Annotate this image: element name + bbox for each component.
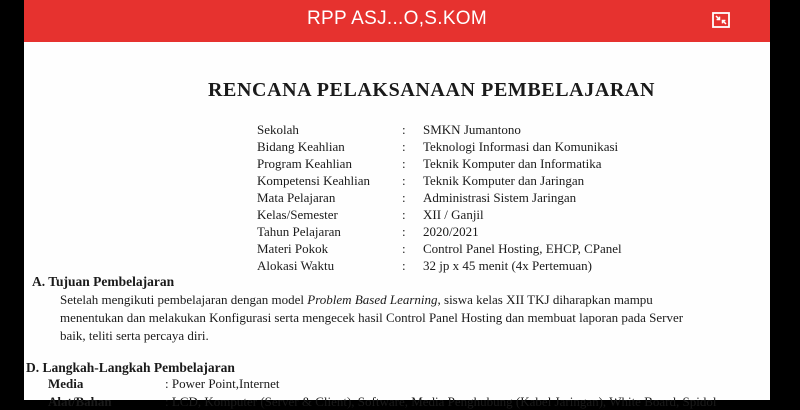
document-view[interactable] bbox=[24, 42, 770, 409]
info-colon: : bbox=[402, 241, 406, 256]
tools-label: Alat/Bahan bbox=[48, 394, 112, 409]
info-row-field bbox=[257, 139, 770, 156]
section-a-line-1 bbox=[60, 292, 653, 308]
info-row-year bbox=[257, 224, 770, 241]
info-colon: : bbox=[402, 207, 406, 222]
info-row-subject bbox=[257, 190, 770, 207]
info-value: Administrasi Sistem Jaringan bbox=[423, 190, 577, 205]
info-value: Teknik Komputer dan Informatika bbox=[423, 156, 602, 171]
info-value: Control Panel Hosting, EHCP, CPanel bbox=[423, 241, 622, 256]
info-label: Bidang Keahlian bbox=[257, 139, 345, 154]
media-label: Media bbox=[48, 376, 84, 391]
info-value: SMKN Jumantono bbox=[423, 122, 521, 137]
fullscreen-exit-icon[interactable] bbox=[712, 12, 730, 28]
info-row-program bbox=[257, 156, 770, 173]
info-colon: : bbox=[402, 122, 406, 137]
text-span: Setelah mengikuti pembelajaran dengan model bbox=[60, 292, 308, 307]
info-value: 32 jp x 45 menit (4x Pertemuan) bbox=[423, 258, 592, 273]
info-label: Sekolah bbox=[257, 122, 299, 137]
info-label: Kelas/Semester bbox=[257, 207, 338, 222]
tools-value: : LCD, Komputer (Server & Client), Software, Media Penghubung (Kabel Jaringan), White Board, Spidol bbox=[165, 394, 717, 409]
info-value: 2020/2021 bbox=[423, 224, 479, 239]
info-label: Tahun Pelajaran bbox=[257, 224, 341, 239]
text-span: , siswa kelas XII TKJ diharapkan mampu bbox=[437, 292, 653, 307]
info-row-school bbox=[257, 122, 770, 139]
info-colon: : bbox=[402, 224, 406, 239]
section-d-heading: D. Langkah-Langkah Pembelajaran bbox=[26, 360, 235, 375]
document-title: RENCANA PELAKSANAAN PEMBELAJARAN bbox=[208, 79, 656, 101]
app-window bbox=[24, 0, 770, 409]
info-label: Mata Pelajaran bbox=[257, 190, 336, 205]
info-colon: : bbox=[402, 156, 406, 171]
info-value: XII / Ganjil bbox=[423, 207, 484, 222]
info-label: Kompetensi Keahlian bbox=[257, 173, 370, 188]
info-label: Program Keahlian bbox=[257, 156, 352, 171]
info-row-competency bbox=[257, 173, 770, 190]
left-black-border bbox=[0, 0, 24, 400]
section-a-line-2: menentukan dan melakukan Konfigurasi serta mengecek hasil Control Panel Hosting dan membuat laporan pada Server bbox=[60, 310, 684, 325]
info-value: Teknik Komputer dan Jaringan bbox=[423, 173, 585, 188]
media-value: : Power Point,Internet bbox=[165, 376, 280, 391]
info-colon: : bbox=[402, 173, 406, 188]
info-row-class bbox=[257, 207, 770, 224]
section-a-heading: A. Tujuan Pembelajaran bbox=[32, 274, 175, 289]
info-colon: : bbox=[402, 190, 406, 205]
section-a-line-3: baik, teliti serta percaya diri. bbox=[60, 328, 209, 343]
info-value: Teknologi Informasi dan Komunikasi bbox=[423, 139, 619, 154]
info-label: Alokasi Waktu bbox=[257, 258, 335, 273]
italic-term: Problem Based Learning bbox=[307, 292, 438, 307]
app-title: RPP ASJ...O,S.KOM bbox=[306, 8, 488, 29]
app-bar bbox=[24, 0, 770, 42]
info-label: Materi Pokok bbox=[257, 241, 329, 256]
info-colon: : bbox=[402, 139, 406, 154]
info-colon: : bbox=[402, 258, 406, 273]
right-black-border bbox=[770, 0, 800, 400]
info-row-time bbox=[257, 258, 770, 275]
info-row-topic bbox=[257, 241, 770, 258]
